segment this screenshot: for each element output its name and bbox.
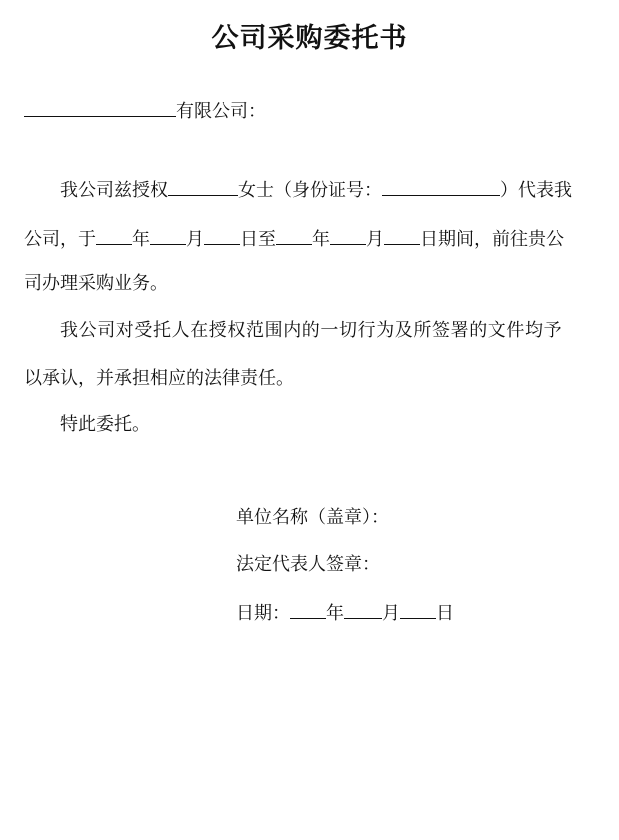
date-year-text: 年	[326, 603, 344, 624]
date-month-text: 月	[382, 603, 400, 624]
p1-l2-text-1: 年	[132, 229, 150, 250]
paragraph2-line1: 我公司对受托人在授权范围内的一切行为及所签署的文件均予	[60, 320, 563, 341]
end-year-blank[interactable]	[276, 226, 312, 245]
document-title: 公司采购委托书	[211, 23, 408, 54]
p1-text-a: 我公司兹授权	[60, 180, 168, 201]
p1-text-c: ）代表我	[500, 180, 572, 201]
end-month-blank[interactable]	[330, 226, 366, 245]
closing-text: 特此委托。	[60, 414, 150, 435]
p1-l2-text-3: 日至	[240, 229, 276, 250]
p1-l2-text-4: 年	[312, 229, 330, 250]
start-year-blank[interactable]	[96, 226, 132, 245]
date-line	[236, 600, 454, 626]
p1-text-b: 女士（身份证号：	[238, 180, 382, 201]
sign-month-blank[interactable]	[344, 600, 382, 619]
paragraph1-line3: 司办理采购业务。	[24, 273, 168, 294]
paragraph1-line1	[60, 177, 572, 203]
end-day-blank[interactable]	[384, 226, 420, 245]
legal-rep-label: 法定代表人签章：	[236, 554, 380, 575]
start-day-blank[interactable]	[204, 226, 240, 245]
p1-l2-text-5: 月	[366, 229, 384, 250]
p1-l2-text-2: 月	[186, 229, 204, 250]
date-label: 日期：	[236, 603, 290, 624]
date-day-text: 日	[436, 603, 454, 624]
p1-l2-text-0: 公司，于	[24, 229, 96, 250]
authorized-person-blank[interactable]	[168, 177, 238, 196]
p1-l2-text-6: 日期间，前往贵公	[420, 229, 564, 250]
paragraph1-line2	[24, 226, 564, 252]
unit-name-label: 单位名称（盖章）：	[236, 507, 389, 528]
addressee-line	[24, 98, 266, 124]
start-month-blank[interactable]	[150, 226, 186, 245]
sign-year-blank[interactable]	[290, 600, 326, 619]
company-name-blank[interactable]	[24, 98, 176, 117]
paragraph2-line2: 以承认，并承担相应的法律责任。	[24, 368, 294, 389]
addressee-suffix: 有限公司：	[176, 101, 266, 122]
sign-day-blank[interactable]	[400, 600, 436, 619]
id-number-blank[interactable]	[382, 177, 500, 196]
